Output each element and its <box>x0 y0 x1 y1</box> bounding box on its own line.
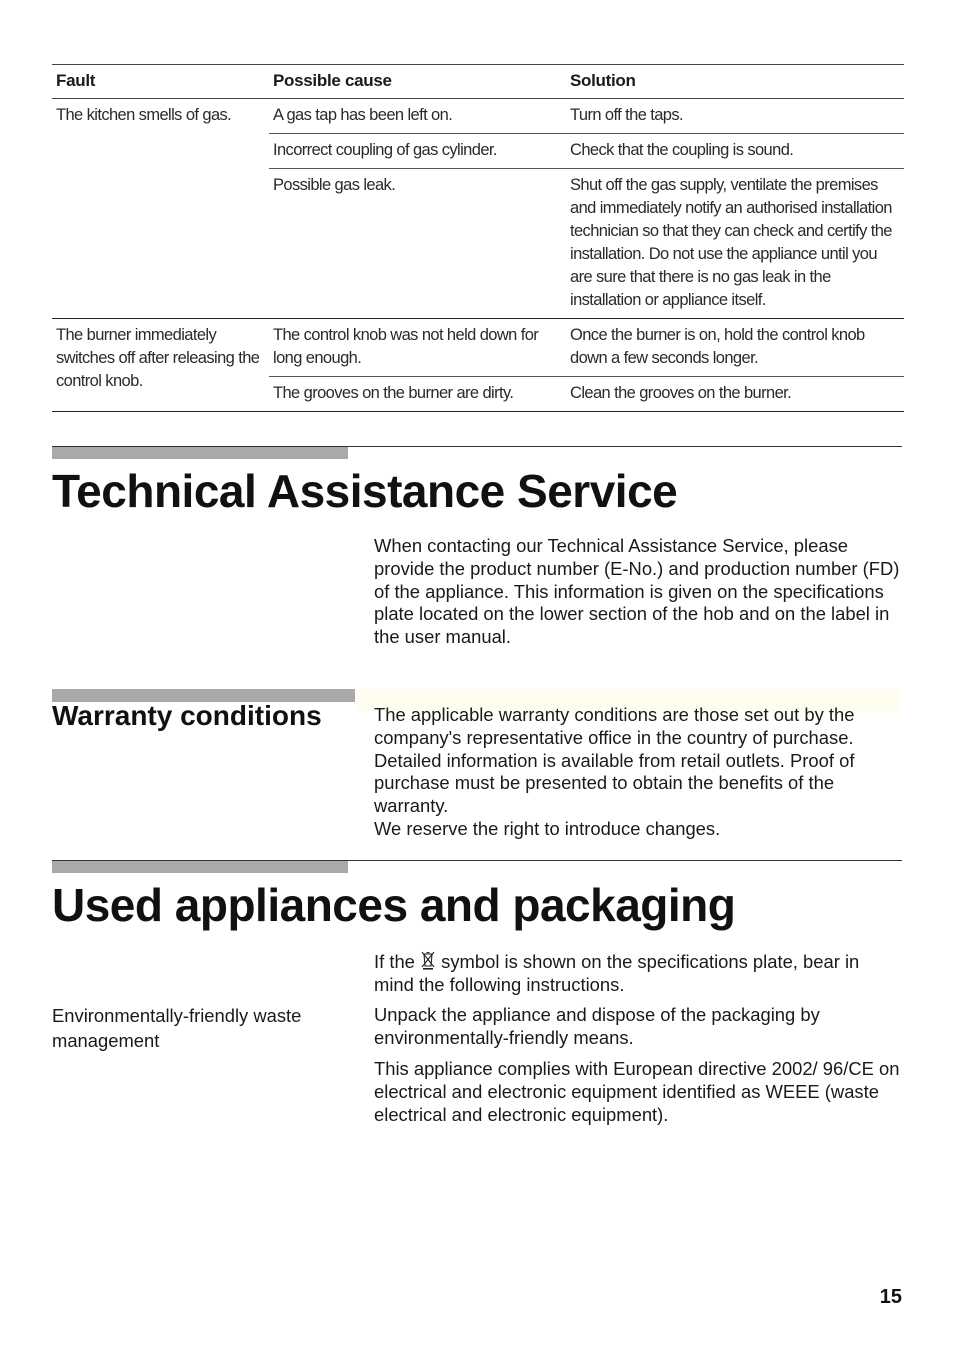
technical-assistance-title: Technical Assistance Service <box>52 465 678 517</box>
solution-cell: Check that the coupling is sound. <box>566 134 904 169</box>
header-solution: Solution <box>566 65 904 99</box>
cause-cell: Incorrect coupling of gas cylinder. <box>269 134 566 169</box>
header-possible-cause: Possible cause <box>269 65 566 99</box>
section-divider <box>52 446 902 460</box>
fault-table <box>52 64 904 412</box>
crossed-bin-icon <box>420 950 436 970</box>
solution-cell: Once the burner is on, hold the control knob down a few seconds longer. <box>566 319 904 377</box>
section-divider-fill <box>52 861 348 873</box>
warranty-text <box>374 704 902 841</box>
technical-assistance-body: When contacting our Technical Assistance Service, please provide the product number (E-No.) and production number (FD) of the appliance. This information is given on the specifications plate located on the lower section of the hob and on the label in the user manual. <box>374 535 900 648</box>
cause-cell: Possible gas leak. <box>269 169 566 319</box>
intro-before: If the <box>374 951 415 972</box>
page-number: 15 <box>879 1286 902 1308</box>
header-fault: Fault <box>52 65 269 99</box>
warranty-note: We reserve the right to introduce changes. <box>374 817 721 839</box>
table-row <box>52 319 904 377</box>
section-divider-fill <box>52 447 348 459</box>
solution-cell: Clean the grooves on the burner. <box>566 377 904 412</box>
intro-after: symbol is shown on the specifications plate, bear in mind the following instructions. <box>374 951 860 995</box>
cause-cell: The grooves on the burner are dirty. <box>269 377 566 412</box>
used-appliances-intro <box>374 950 902 997</box>
waste-management-label: Environmentally-friendly waste management <box>52 1005 302 1051</box>
warranty-title: Warranty conditions <box>52 700 322 731</box>
solution-cell: Shut off the gas supply, ventilate the premises and immediately notify an authorised installation technician so that they can check and certify the installation. Do not use the appliance until you are sure that there is no gas leak in the installation or appliance itself. <box>566 169 904 319</box>
solution-cell: Turn off the taps. <box>566 99 904 134</box>
section-divider <box>52 860 902 874</box>
cause-cell: The control knob was not held down for long enough. <box>269 319 566 377</box>
fault-cell: The kitchen smells of gas. <box>52 99 269 319</box>
waste-management-body: Unpack the appliance and dispose of the packaging by environmentally-friendly means. <box>374 1004 820 1048</box>
used-appliances-title: Used appliances and packaging <box>52 879 736 931</box>
weee-directive-body: This appliance complies with European directive 2002/ 96/CE on electrical and electronic equipment identified as WEEE (waste electrical and electronic equipment). <box>374 1058 900 1125</box>
fault-cell: The burner immediately switches off after releasing the control knob. <box>52 319 269 412</box>
cause-cell: A gas tap has been left on. <box>269 99 566 134</box>
table-row <box>52 99 904 134</box>
warranty-body: The applicable warranty conditions are those set out by the company's representative office in the country of purchase. Detailed information is available from retail outlets. Proof of purchase must be presented to obtain the benefits of the warranty. <box>374 704 855 817</box>
table-header-row <box>52 65 904 99</box>
